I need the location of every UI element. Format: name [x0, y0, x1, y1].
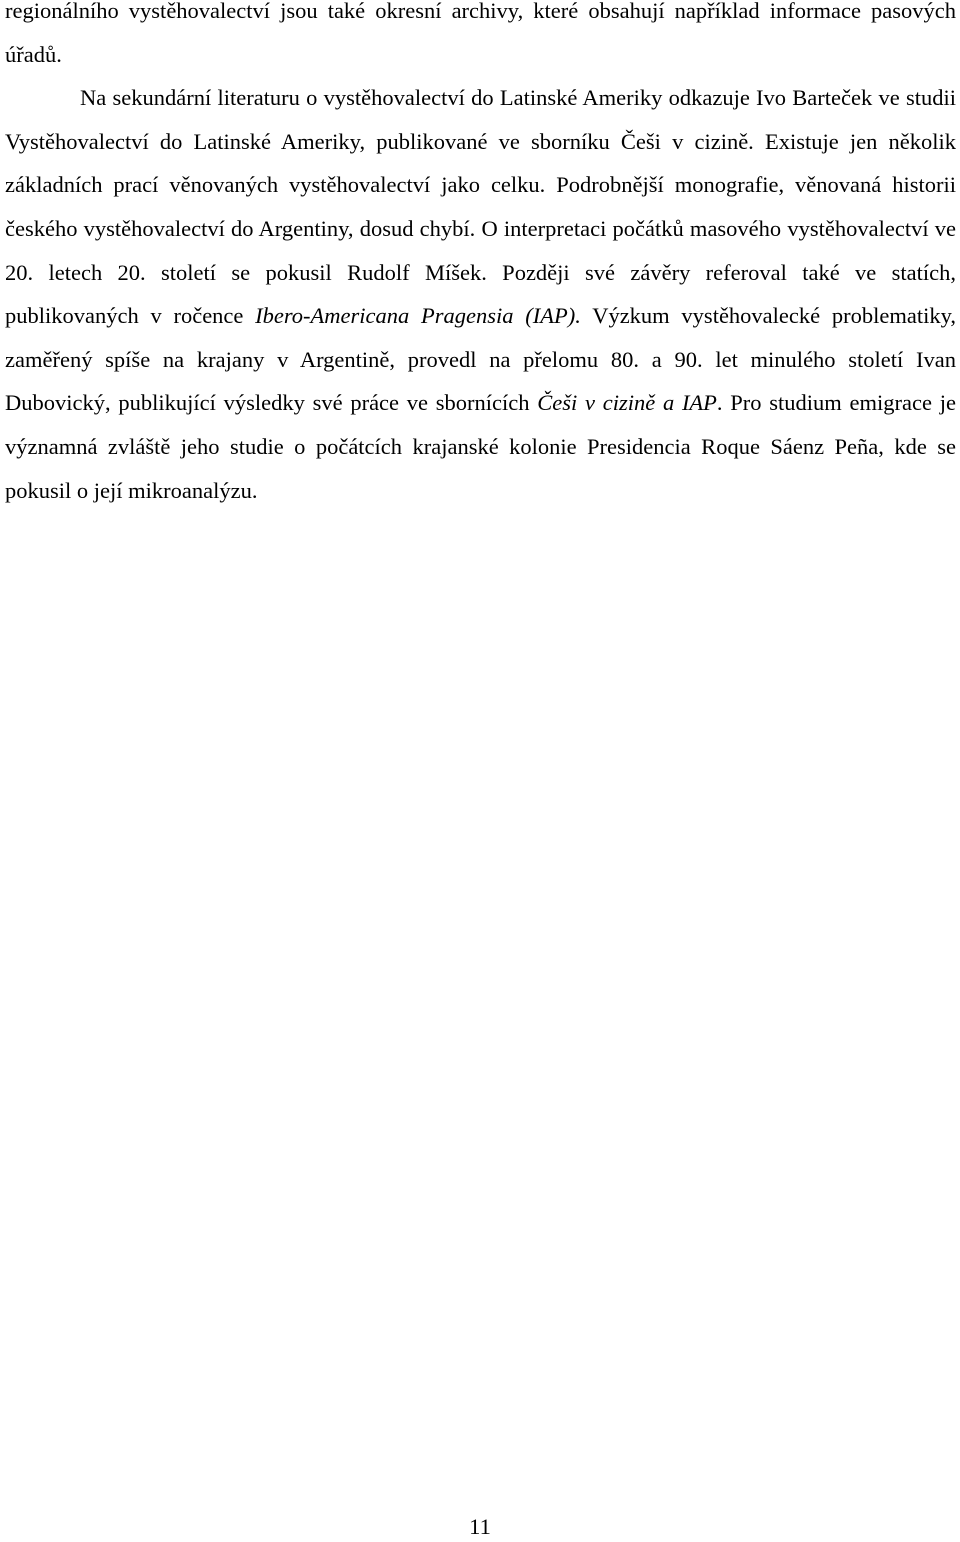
paragraph-archives: regionálního vystěhovalectví jsou také okresní archivy, které obsahují například informace pasových úřadů. [5, 0, 956, 67]
italic-title-cesi-v-cizine: Češi v cizině a IAP [537, 390, 717, 416]
page-number: 11 [469, 1514, 491, 1539]
document-page [5, 0, 956, 512]
paragraph-secondary-literature [5, 76, 956, 512]
italic-title-iap: Ibero-Americana Pragensia (IAP). [255, 303, 581, 329]
text-segment: Výzkum vystěhovalecké problematiky, zaměřený spíše na krajany v Argentině, provedl na přelomu 80. a 90. let minulého století Ivan Dubovický, publikující výsledky své práce ve sbornících [5, 303, 957, 416]
text-segment: . Pro studium emigrace je významná zvláště jeho studie o počátcích krajanské kolonie Presidencia Roque Sáenz Peña, kde se pokusil o její mikroanalýzu. [5, 390, 956, 503]
text-segment: Na sekundární literaturu o vystěhovalectví do Latinské Ameriky odkazuje Ivo Barteček ve studii Vystěhovalectví do Latinské Ameriky, publikované ve sborníku Češi v cizině. Existuje jen několik základních prací věnovaných vystěhovalectví jako celku. Podrobnější monografie, věnovaná historii českého vystěhovalectví do Argentiny, dosud chybí. O interpretaci počátků masového vystěhovalectví ve 20. letech 20. století se pokusil Rudolf Míšek. Později své závěry referoval také ve statích, publikovaných v ročence [5, 85, 956, 329]
